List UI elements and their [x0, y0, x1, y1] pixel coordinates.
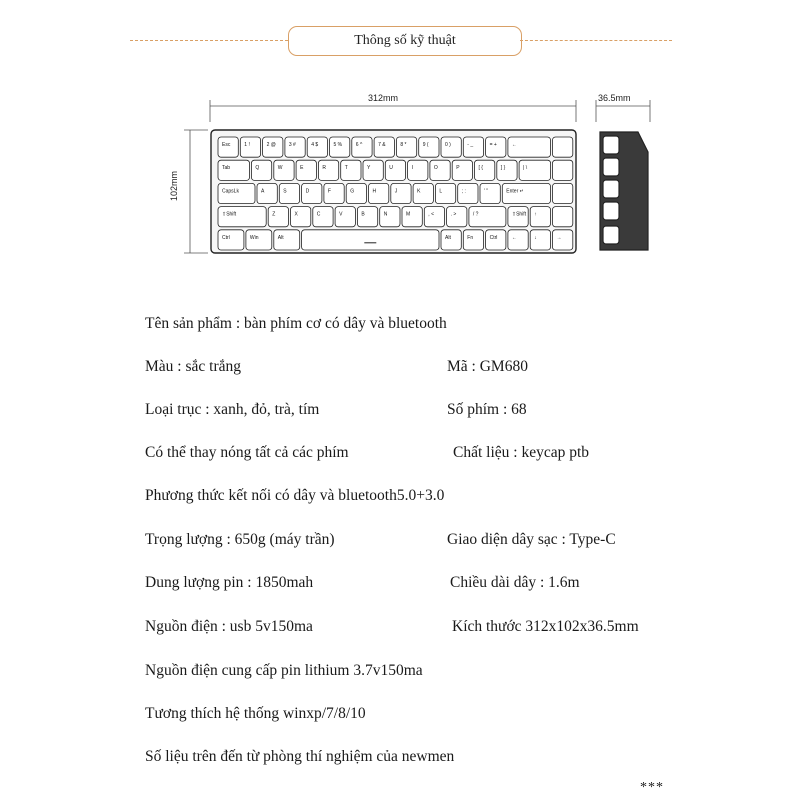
keycap-label: L [439, 188, 443, 195]
keycap-label: F [327, 188, 331, 195]
keycap-label: Tab [222, 165, 231, 172]
spec-key-count: Số phím : 68 [447, 401, 527, 418]
keycap-label: Fn [467, 234, 474, 241]
page-title: Thông số kỹ thuật [288, 26, 522, 56]
keycap-label: P [456, 165, 460, 172]
keycap-label: 8 * [400, 142, 407, 148]
keycap-label: R [322, 165, 327, 172]
keycap-label: , < [428, 211, 435, 218]
spec-color: Màu : sắc trắng [145, 358, 241, 375]
keycap-label: 4 $ [311, 142, 319, 148]
keycap-label: M [406, 211, 411, 218]
keycap-label: Y [367, 165, 371, 172]
keycap-label: W [277, 165, 283, 172]
keycap-label: ← [511, 234, 517, 241]
keycap-label: CapsLk [222, 188, 239, 195]
keycap-label: Z [272, 211, 276, 218]
keycap-label: K [417, 188, 421, 195]
width-dimension-label: 312mm [368, 93, 399, 103]
keycap-label: 7 & [378, 142, 386, 148]
keycap [553, 137, 573, 157]
spec-battery-supply: Nguồn điện cung cấp pin lithium 3.7v150ma [145, 662, 423, 679]
keycap-label: Enter ↵ [506, 188, 524, 195]
keycap [302, 230, 439, 250]
depth-dimension-label: 36.5mm [598, 93, 631, 103]
keycap-label: C [316, 211, 321, 218]
keycap-label: 1 ! [244, 142, 250, 148]
keycap-label: O [433, 165, 438, 172]
keycap-label: D [305, 188, 310, 195]
keycap-label: J [394, 188, 398, 195]
spec-battery: Dung lượng pin : 1850mah [145, 574, 314, 591]
keycap-label: Alt [445, 234, 451, 241]
keycap-label: ] } [500, 165, 506, 172]
keycap-label: ' " [484, 188, 489, 195]
spec-weight: Trọng lượng : 650g (máy trần) [145, 531, 335, 548]
keycap-label: - _ [467, 142, 474, 148]
keyboard-side-view [600, 132, 648, 250]
keycap-label: 9 ( [422, 142, 429, 148]
keycap-label: X [294, 211, 298, 218]
keycap-label: H [372, 188, 377, 195]
spec-size: Kích thước 312x102x36.5mm [452, 618, 639, 635]
spec-material: Chất liệu : keycap ptb [453, 444, 590, 461]
spec-power: Nguồn điện : usb 5v150ma [145, 618, 313, 635]
keycap-label: U [389, 165, 393, 172]
spec-cable-length: Chiều dài dây : 1.6m [450, 574, 580, 591]
keycap-label: V [339, 211, 343, 218]
keycap-label: Q [255, 165, 260, 172]
keycap-label: A [261, 188, 265, 195]
keycap-label: ⇧Shift [511, 211, 527, 218]
keycap-label: ↓ [534, 234, 537, 241]
spec-switch-type: Loại trục : xanh, đỏ, trà, tím [145, 401, 320, 418]
keycap-label: T [344, 165, 348, 172]
keycap-label: I [411, 165, 413, 172]
keycap-label: Alt [277, 234, 284, 241]
keycap-label: Win [249, 234, 259, 241]
keycap-label: N [383, 211, 388, 218]
keycap-label: S [283, 188, 287, 195]
spec-compatibility: Tương thích hệ thống winxp/7/8/10 [145, 705, 366, 722]
keycap-label: → [556, 234, 562, 241]
keycap-label: ← [511, 142, 517, 148]
keycap-label: Ctrl [489, 234, 498, 241]
keycap-label: 3 # [288, 142, 296, 148]
keycap-label: E [300, 165, 304, 172]
keycap-label: B [361, 211, 365, 218]
spec-charging-port: Giao diện dây sạc : Type-C [447, 531, 616, 548]
keycap-label: [ { [478, 165, 483, 172]
footer-stars: *** [640, 780, 664, 795]
keycap-label: 0 ) [445, 142, 451, 148]
keycap [553, 160, 573, 180]
keycap-label: Esc [222, 142, 231, 148]
keycap-label: 6 ^ [355, 142, 363, 148]
keycap-label: . > [450, 211, 457, 218]
keycap-label: 2 @ [266, 142, 276, 148]
keycap-label: / ? [472, 211, 479, 218]
height-dimension-label: 102mm [169, 171, 179, 202]
keycap-label: = + [489, 142, 497, 148]
spec-model: Mã : GM680 [447, 358, 528, 375]
keycap-label: ⇧Shift [222, 211, 237, 218]
keycap-label: 5 % [333, 142, 343, 148]
spec-source-note: Số liệu trên đến từ phòng thí nghiệm của newmen [145, 748, 455, 765]
spec-hotswap: Có thể thay nóng tất cả các phím [145, 444, 349, 461]
spec-connection: Phương thức kết nối có dây và bluetooth5.0+3.0 [145, 487, 445, 504]
keycap-label: Ctrl [222, 234, 230, 241]
keycap [553, 207, 573, 227]
keycap-label: ; : [461, 188, 466, 195]
keycap [553, 183, 573, 203]
keyboard-diagram [0, 0, 800, 300]
keycap-label: G [350, 188, 355, 195]
keycap-label: | \ [523, 165, 528, 172]
keycap-label: ↑ [534, 211, 537, 218]
spec-product-name: Tên sản phẩm : bàn phím cơ có dây và bluetooth [145, 315, 447, 332]
